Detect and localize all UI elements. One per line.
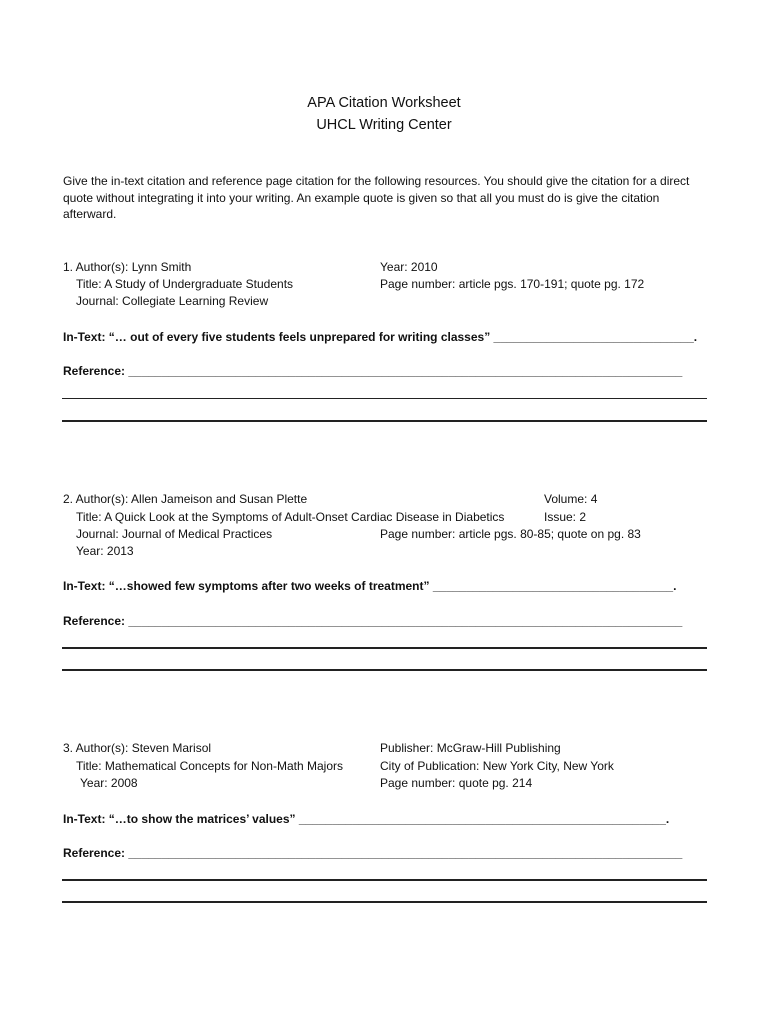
- answer-line[interactable]: [62, 669, 707, 671]
- item-publisher: Publisher: McGraw-Hill Publishing: [380, 741, 561, 755]
- answer-line[interactable]: [62, 398, 707, 399]
- item-year: Year: 2013: [76, 544, 134, 558]
- item-year: Year: 2008: [80, 776, 138, 790]
- item-year: Year: 2010: [380, 260, 438, 274]
- item-authors: 3. Author(s): Steven Marisol: [63, 741, 212, 755]
- item-title: Title: A Study of Undergraduate Students: [76, 277, 294, 291]
- item-authors: 2. Author(s): Allen Jameison and Susan Plette: [63, 492, 308, 506]
- item-authors: 1. Author(s): Lynn Smith: [63, 260, 192, 274]
- answer-line[interactable]: [62, 420, 707, 422]
- item-journal: Journal: Collegiate Learning Review: [76, 294, 269, 308]
- page-title: APA Citation Worksheet: [307, 95, 461, 111]
- answer-line[interactable]: [62, 647, 707, 649]
- answer-line[interactable]: [62, 901, 707, 903]
- reference-field[interactable]: Reference: ___________________________________________________________________________________: [63, 846, 683, 860]
- item-page-number: Page number: quote pg. 214: [380, 776, 533, 790]
- item-page-number: Page number: article pgs. 80-85; quote on pg. 83: [380, 527, 641, 541]
- item-issue: Issue: 2: [544, 510, 587, 524]
- in-text-field[interactable]: In-Text: “…showed few symptoms after two weeks of treatment” ____________________________________.: [63, 579, 677, 593]
- instructions: Give the in-text citation and reference page citation for the following resources. You should give the citation for a direct quote without integrating it into your writing. An example quote is given so that all you must do is give the citation afterward.: [63, 174, 690, 221]
- item-title: Title: A Quick Look at the Symptoms of Adult-Onset Cardiac Disease in Diabetics: [76, 510, 505, 524]
- reference-field[interactable]: Reference: ___________________________________________________________________________________: [63, 614, 683, 628]
- page-subtitle: UHCL Writing Center: [316, 117, 452, 133]
- item-journal: Journal: Journal of Medical Practices: [76, 527, 273, 541]
- item-title: Title: Mathematical Concepts for Non-Math Majors: [76, 759, 343, 773]
- in-text-field[interactable]: In-Text: “… out of every five students feels unprepared for writing classes” ______________________________.: [63, 330, 698, 344]
- in-text-field[interactable]: In-Text: “…to show the matrices’ values” _______________________________________________________.: [63, 812, 670, 826]
- reference-field[interactable]: Reference: ___________________________________________________________________________________: [63, 364, 683, 378]
- item-city: City of Publication: New York City, New York: [380, 759, 614, 773]
- item-volume: Volume: 4: [544, 492, 598, 506]
- item-page-number: Page number: article pgs. 170-191; quote pg. 172: [380, 277, 645, 291]
- answer-line[interactable]: [62, 879, 707, 881]
